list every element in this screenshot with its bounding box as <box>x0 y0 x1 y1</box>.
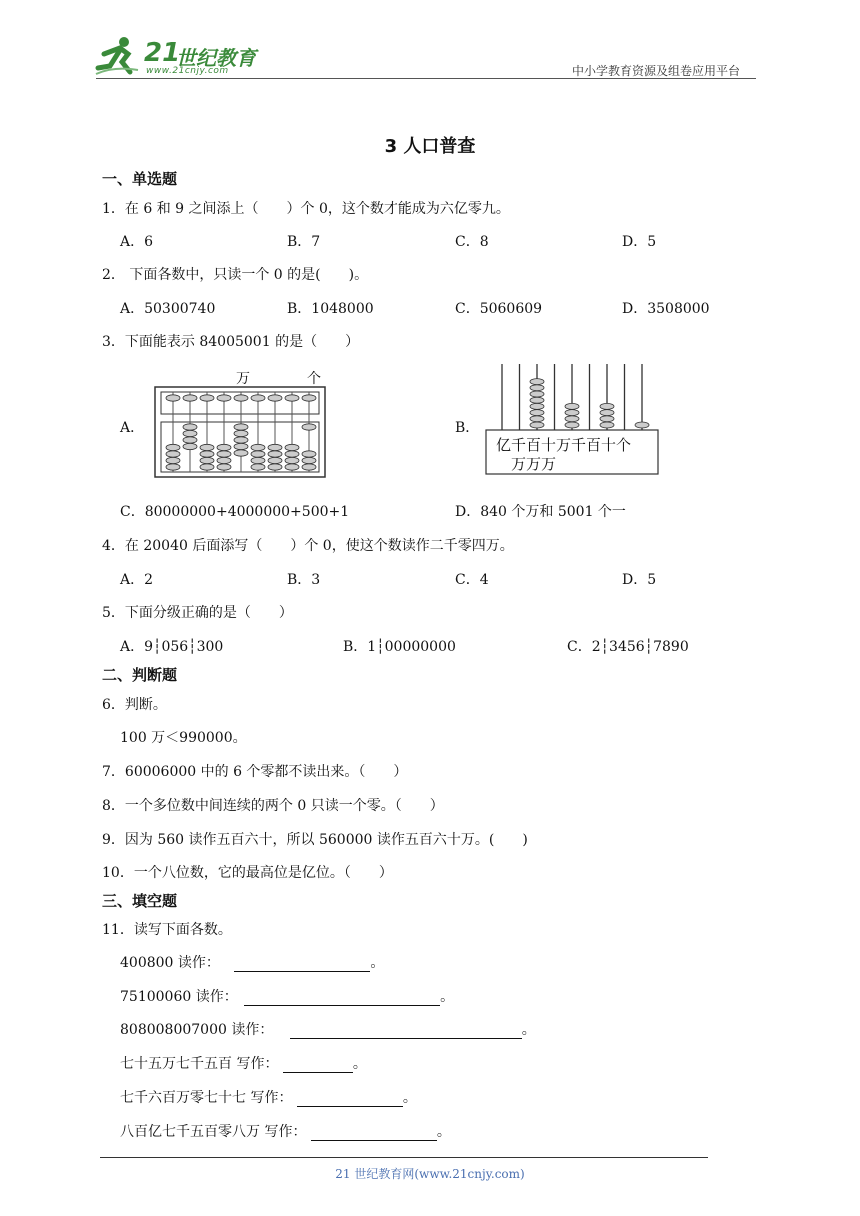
header-rule <box>96 78 756 79</box>
abacus-bead <box>166 444 180 450</box>
question-1: 1．在 6 和 9 之间添上（ ）个 0，这个数才能成为六亿零九。 <box>102 201 510 217</box>
header-right-text: 中小学教育资源及组卷应用平台 <box>572 64 741 78</box>
abacus-bead <box>234 395 248 401</box>
abacus-bead <box>217 395 231 401</box>
q1-option-c: C．8 <box>455 234 489 250</box>
abacus-bead <box>217 464 231 470</box>
answer-blank-3[interactable] <box>290 1024 522 1039</box>
abacus-bead <box>530 385 544 391</box>
section-heading-judgment: 二、判断题 <box>102 666 178 684</box>
question-10: 10．一个八位数，它的最高位是亿位。（ ） <box>102 865 393 881</box>
q5-option-b: B．1┆00000000 <box>343 639 456 655</box>
question-5: 5．下面分级正确的是（ ） <box>102 605 293 621</box>
logo-text: 世纪教育 <box>176 46 256 70</box>
abacus-bead <box>285 444 299 450</box>
abacus-bead <box>530 422 544 428</box>
q2-option-a: A．50300740 <box>120 301 216 317</box>
question-7: 7．60006000 中的 6 个零都不读出来。（ ） <box>102 764 408 780</box>
abacus-bead <box>530 391 544 397</box>
logo-url: www.21cnjy.com <box>146 66 229 76</box>
abacus-bead <box>565 422 579 428</box>
abacus-bead <box>565 416 579 422</box>
q11-line-1 <box>120 952 384 972</box>
abacus-bead <box>166 457 180 463</box>
abacus-bead <box>268 451 282 457</box>
abacus-a-image <box>154 386 326 478</box>
answer-blank-4[interactable] <box>283 1058 353 1073</box>
q2-option-c: C．5060609 <box>455 301 543 317</box>
q2-option-b: B．1048000 <box>287 301 374 317</box>
abacus-bead <box>251 457 265 463</box>
abacus-bead <box>302 395 316 401</box>
abacus-bead <box>200 395 214 401</box>
abacus-bead <box>183 424 197 430</box>
abacus-bead <box>530 416 544 422</box>
q4-option-d: D．5 <box>622 572 657 588</box>
abacus-bead <box>530 397 544 403</box>
abacus-bead <box>166 395 180 401</box>
abacus-bead <box>530 410 544 416</box>
q11-line-2-label: 75100060 读作： <box>120 989 238 1005</box>
abacus-bead <box>200 451 214 457</box>
abacus-bead <box>217 451 231 457</box>
page-title: 3 人口普查 <box>384 136 476 157</box>
answer-blank-1[interactable] <box>234 957 370 972</box>
footer-rule <box>100 1157 708 1158</box>
abacus-bead <box>217 444 231 450</box>
period: 。 <box>440 989 455 1005</box>
question-6-statement: 100 万＜990000。 <box>120 730 247 746</box>
period: 。 <box>436 1124 451 1140</box>
question-11: 11．读写下面各数。 <box>102 922 232 938</box>
abacus-bead <box>302 424 316 430</box>
abacus-bead <box>600 403 614 409</box>
q4-option-c: C．4 <box>455 572 489 588</box>
abacus-bead <box>183 437 197 443</box>
q1-option-d: D．5 <box>622 234 657 250</box>
logo-number: 21 <box>144 38 181 68</box>
abacus-bead <box>565 403 579 409</box>
abacus-bead <box>268 444 282 450</box>
abacus-bead <box>234 437 248 443</box>
period: 。 <box>402 1090 417 1106</box>
question-2: 2． 下面各数中，只读一个 0 的是( )。 <box>102 267 369 283</box>
abacus-bead <box>183 443 197 449</box>
period: 。 <box>352 1056 367 1072</box>
q3-option-a-label: A． <box>120 420 145 436</box>
abacus-bead <box>183 395 197 401</box>
period: 。 <box>521 1022 536 1038</box>
abacus-bead <box>530 403 544 409</box>
q11-line-3-label: 808008007000 读作： <box>120 1022 274 1038</box>
abacus-bead <box>200 457 214 463</box>
abacus-bead <box>251 395 265 401</box>
q4-option-b: B．3 <box>287 572 321 588</box>
q11-line-5-label: 七千六百万零七十七 写作： <box>120 1090 293 1106</box>
q3-option-b-label: B． <box>455 420 480 436</box>
abacus-bead <box>234 424 248 430</box>
answer-blank-2[interactable] <box>244 991 440 1006</box>
abacus-bead <box>183 430 197 436</box>
abacus-bead <box>200 444 214 450</box>
abacus-bead <box>166 451 180 457</box>
abacus-bead <box>530 379 544 385</box>
abacus-bead <box>285 464 299 470</box>
abacus-bead <box>565 410 579 416</box>
q11-line-4 <box>120 1053 367 1073</box>
question-8: 8．一个多位数中间连续的两个 0 只读一个零。（ ） <box>102 798 444 814</box>
abacus-bead <box>285 451 299 457</box>
question-6: 6．判断。 <box>102 697 167 713</box>
q11-line-4-label: 七十五万七千五百 写作： <box>120 1056 279 1072</box>
abacus-bead <box>600 410 614 416</box>
q11-line-6-label: 八百亿七千五百零八万 写作： <box>120 1124 307 1140</box>
q1-option-a: A．6 <box>120 234 154 250</box>
footer-text: 21 世纪教育网(www.21cnjy.com) <box>335 1167 525 1181</box>
q11-line-2 <box>120 986 454 1006</box>
answer-blank-5[interactable] <box>297 1092 403 1107</box>
abacus-bead <box>302 457 316 463</box>
q11-line-3 <box>120 1019 536 1039</box>
q5-option-a: A．9┆056┆300 <box>120 639 224 655</box>
abacus-b-place-labels: 亿千百十万千百十个 <box>496 436 632 454</box>
section-heading-single-choice: 一、单选题 <box>102 170 178 188</box>
q11-line-5 <box>120 1087 417 1107</box>
abacus-bead <box>635 422 649 428</box>
q3-option-c: C．80000000+4000000+500+1 <box>120 504 350 520</box>
abacus-bead <box>166 464 180 470</box>
abacus-a-label-ge: 个 <box>307 371 321 387</box>
abacus-bead <box>234 430 248 436</box>
abacus-bead <box>251 444 265 450</box>
abacus-b-place-labels-row2: 万万万 <box>511 455 557 473</box>
q4-option-a: A．2 <box>120 572 154 588</box>
abacus-bead <box>234 450 248 456</box>
section-heading-fill-blank: 三、填空题 <box>102 892 178 910</box>
abacus-bead <box>600 422 614 428</box>
abacus-bead <box>251 464 265 470</box>
question-3: 3．下面能表示 84005001 的是（ ） <box>102 334 360 350</box>
q2-option-d: D．3508000 <box>622 301 710 317</box>
abacus-bead <box>600 416 614 422</box>
abacus-a-label-wan: 万 <box>236 371 250 387</box>
q5-option-c: C．2┆3456┆7890 <box>567 639 689 655</box>
question-9: 9．因为 560 读作五百六十，所以 560000 读作五百六十万。( ) <box>102 832 528 848</box>
period: 。 <box>370 955 385 971</box>
q3-option-d: D．840 个万和 5001 个一 <box>455 504 626 520</box>
abacus-bead <box>251 451 265 457</box>
abacus-bead <box>200 464 214 470</box>
q11-line-1-label: 400800 读作： <box>120 955 220 971</box>
abacus-bead <box>285 395 299 401</box>
abacus-bead <box>268 395 282 401</box>
abacus-bead <box>285 457 299 463</box>
abacus-bead <box>302 464 316 470</box>
runner-logo-icon <box>94 36 144 76</box>
answer-blank-6[interactable] <box>311 1126 437 1141</box>
abacus-bead <box>234 443 248 449</box>
question-4: 4．在 20040 后面添写（ ）个 0，使这个数读作二千零四万。 <box>102 538 514 554</box>
q11-line-6 <box>120 1121 451 1141</box>
abacus-bead <box>302 451 316 457</box>
abacus-bead <box>268 457 282 463</box>
abacus-bead <box>217 457 231 463</box>
q1-option-b: B．7 <box>287 234 321 250</box>
abacus-bead <box>268 464 282 470</box>
